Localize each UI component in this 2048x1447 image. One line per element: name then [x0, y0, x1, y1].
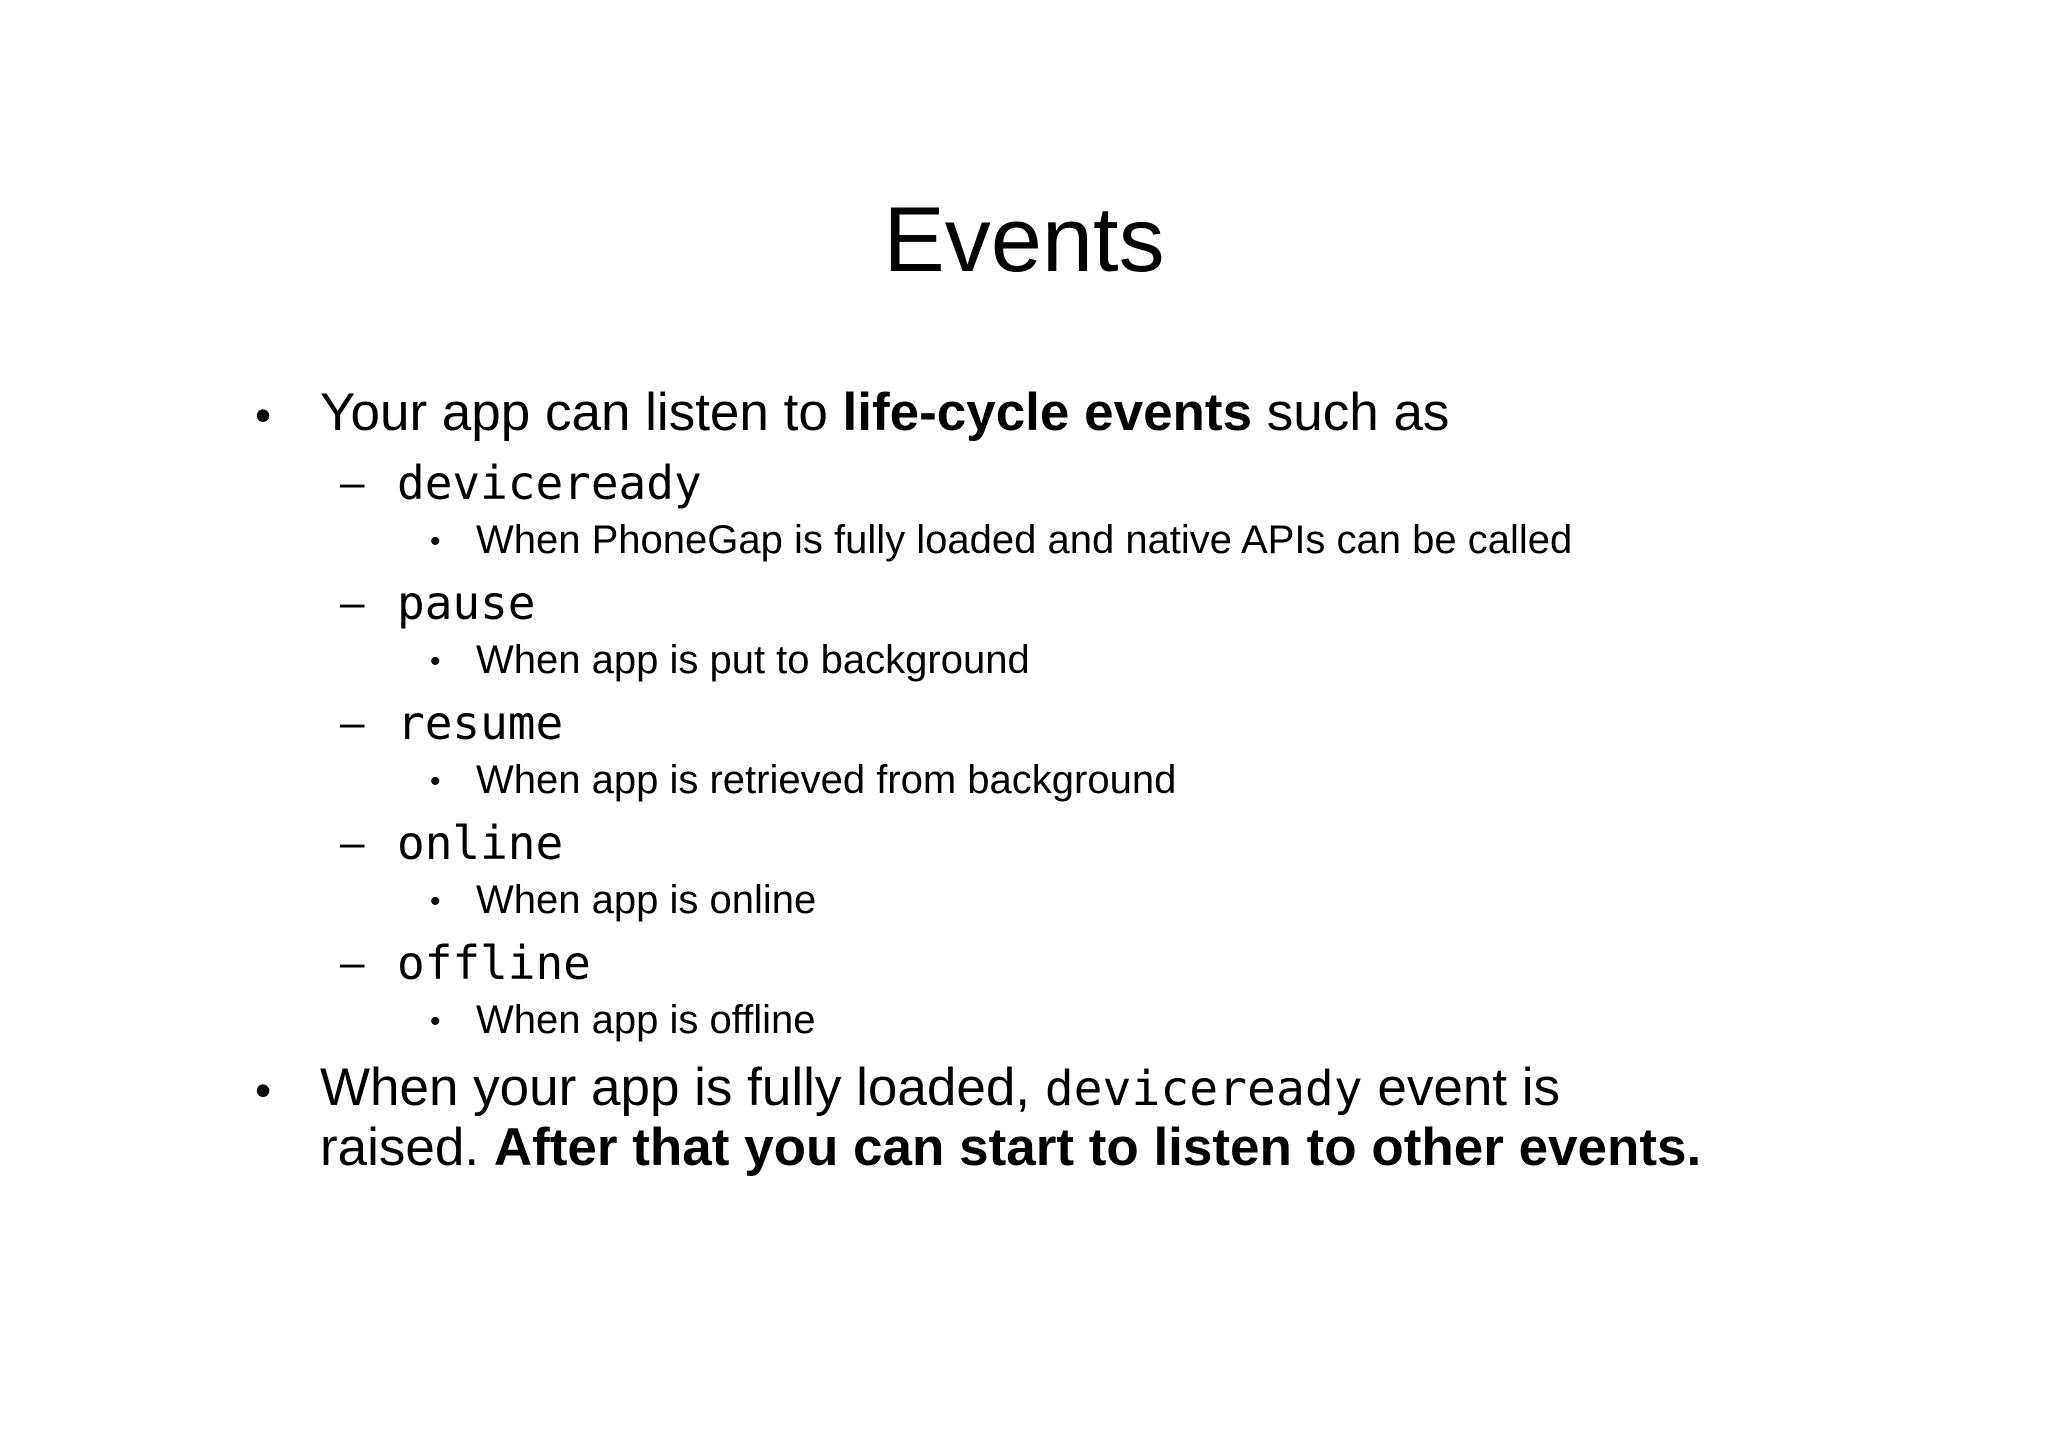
sub-bullet-marker: • [430, 885, 441, 918]
bullet-1-emphasis: life-cycle events [842, 383, 1253, 442]
bullet-1-text [320, 383, 1449, 443]
sub-bullet-marker: • [430, 1005, 441, 1038]
dash-marker: – [340, 578, 365, 627]
event-name-resume: resume [397, 696, 564, 750]
bullet-2-text-part: When your app is fully loaded, [320, 1058, 1045, 1117]
event-description-online: When app is online [476, 878, 817, 922]
event-description-deviceready: When PhoneGap is fully loaded and native APIs can be called [476, 518, 1573, 562]
bullet-marker: • [255, 389, 272, 441]
dash-marker: – [340, 458, 365, 507]
bullet-1-text-part: Your app can listen to [320, 383, 843, 442]
sub-bullet-marker: • [430, 765, 441, 798]
event-name-pause: pause [397, 576, 536, 630]
sub-bullet-marker: • [430, 645, 441, 678]
event-description-pause: When app is put to background [476, 638, 1030, 682]
sub-bullet-marker: • [430, 525, 441, 558]
event-name-online: online [397, 816, 564, 870]
event-name-offline: offline [397, 936, 591, 990]
dash-marker: – [340, 938, 365, 987]
event-description-resume: When app is retrieved from background [476, 758, 1177, 802]
dash-marker: – [340, 818, 365, 867]
event-name-deviceready: deviceready [397, 456, 702, 510]
bullet-1-text-part: such as [1252, 383, 1450, 442]
bullet-2-code: deviceready [1044, 1061, 1363, 1117]
bullet-2-text-part: raised. [320, 1118, 494, 1177]
slide-title: Events [883, 189, 1165, 291]
bullet-2-line-1 [320, 1058, 1560, 1119]
event-description-offline: When app is offline [476, 998, 816, 1042]
bullet-marker: • [255, 1064, 272, 1116]
bullet-2-line-2 [320, 1118, 1701, 1178]
dash-marker: – [340, 698, 365, 747]
bullet-2-emphasis: After that you can start to listen to other events. [493, 1118, 1702, 1177]
bullet-2-text-part: event is [1362, 1058, 1561, 1117]
